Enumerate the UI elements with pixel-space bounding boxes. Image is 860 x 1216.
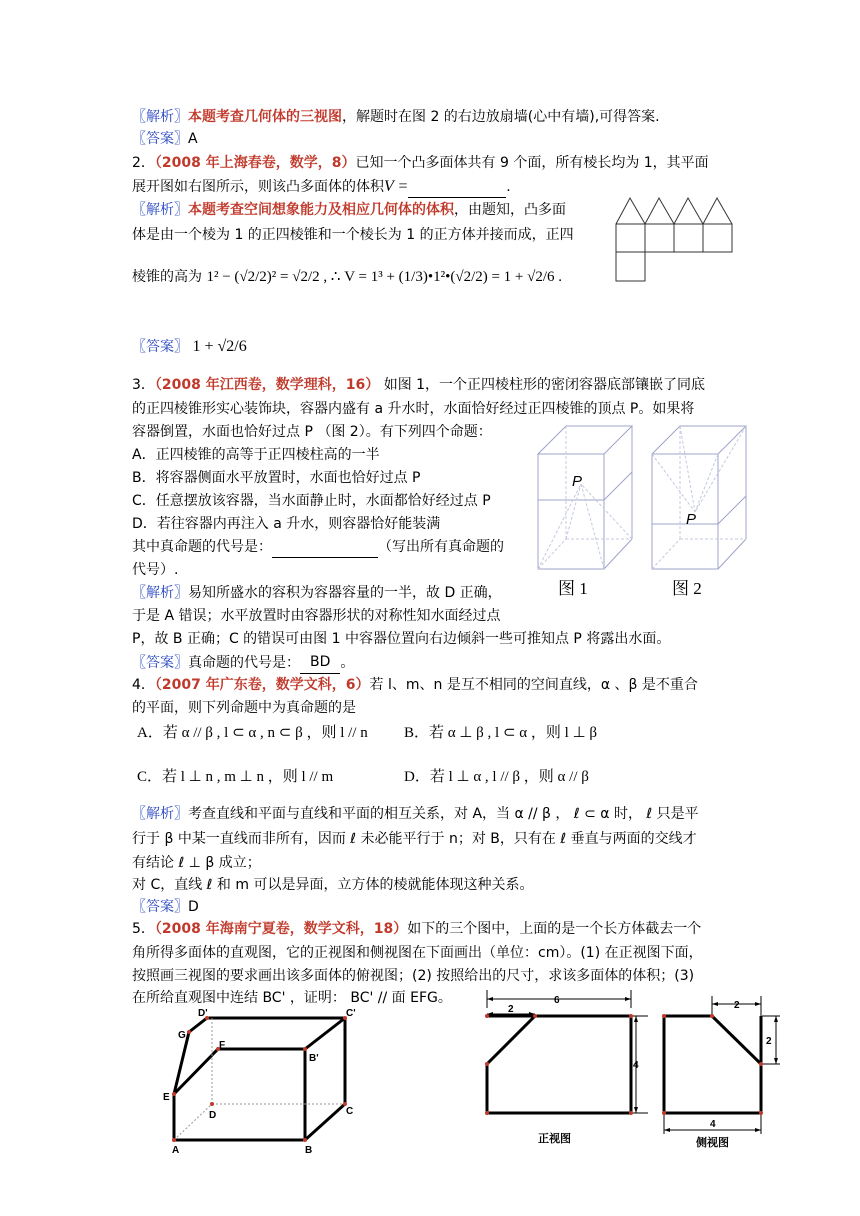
q4-line2: 的平面，则下列命题中为真命题的是 (132, 700, 356, 716)
vertex-label-g: G (178, 1030, 186, 1041)
q3-option-b: B．将容器侧面水平放置时，水面也恰好过点 P (132, 470, 421, 486)
front-height-dim: 4 (633, 1060, 639, 1071)
q2-line6: 棱锥的高为 1² − (√2/2)² = √2/2 , ∴ V = 1³ + (1/3)•1²•(√2/2) = 1 + √2/6 . (132, 269, 563, 285)
answer-blank (272, 541, 378, 558)
q2-analysis-line: 〖解析〗本题考查空间想象能力及相应几何体的体积，由题知，凸多面 (132, 202, 566, 218)
front-cut-dim: 2 (508, 1004, 514, 1015)
q3-option-c: C．任意摆放该容器，当水面静止时，水面都恰好经过点 P (132, 493, 491, 509)
q5-line1: 5．（2008 年海南宁夏卷，数学文科，18）如下的三个图中，上面的是一个长方体截去一个 (132, 921, 702, 937)
front-view-figure (478, 990, 648, 1150)
q3-line3: 容器倒置，水面也恰好过点 P （图 2）。有下列四个命题： (132, 424, 492, 440)
q3-line2: 的正四棱锥形实心装饰块，容器内盛有 a 升水时，水面恰好经过正四棱锥的顶点 P。如果将 (132, 401, 695, 417)
q4-option-b: B．若 α ⊥ β , l ⊂ α ，则 l ⊥ β (404, 725, 598, 741)
vertex-label-d: D (209, 1110, 217, 1121)
side-view-figure (656, 996, 786, 1156)
answer-blank (408, 181, 506, 198)
polyhedron-net-figure (614, 194, 744, 284)
side-cut-width-dim: 2 (734, 1000, 740, 1011)
q3-option-d: D．若往容器内再注入 a 升水，则容器恰好能装满 (132, 516, 441, 532)
q4-answer-line: 〖答案〗D (132, 899, 199, 915)
q3-line8: 其中真命题的代号是： （写出所有真命题的 (132, 536, 504, 558)
q4-line1: 4．（2007 年广东卷，数学文科，6）若 l、m、n 是互不相同的空间直线，α 、β 是不重合 (132, 677, 698, 693)
vertex-label-b: B (305, 1145, 313, 1156)
side-cut-height-dim: 2 (766, 1036, 772, 1047)
point-p-label: P (686, 511, 697, 528)
q3-answer-line: 〖答案〗真命题的代号是： BD 。 (132, 651, 354, 674)
q2-line5: 体是由一个棱为 1 的正四棱锥和一个棱长为 1 的正方体并接而成，正四 (132, 227, 574, 243)
q4-option-c: C．若 l ⊥ n , m ⊥ n ，则 l // m (137, 769, 334, 785)
q4-option-a: A．若 α // β , l ⊂ α , n ⊂ β ，则 l // n (137, 725, 368, 741)
q2-line1: 2．（2008 年上海春卷，数学，8）已知一个凸多面体共有 9 个面，所有棱长均为 1，其平面 (132, 155, 709, 171)
q2-answer-line: 〖答案〗 1 + √2/6 (132, 338, 247, 355)
side-width-dim: 4 (710, 1119, 716, 1130)
front-view-caption: 正视图 (538, 1133, 571, 1145)
analysis-line: 〖解析〗本题考查几何体的三视图，解题时在图 2 的右边放扇墙(心中有墙),可得答案. (132, 109, 660, 125)
side-view-caption: 侧视图 (696, 1137, 729, 1149)
figure-2-caption: 图 2 (672, 579, 702, 598)
vertex-label-b1: B' (309, 1053, 319, 1064)
vertex-label-c1: C' (346, 1008, 356, 1019)
point-p-label: P (572, 473, 583, 490)
q4-analysis-line1: 〖解析〗考查直线和平面与直线和平面的相互关系，对 A，当 α // β ， ℓ ⊂ α 时， ℓ 只是平 (132, 806, 699, 822)
vertex-label-c: C (346, 1106, 354, 1117)
q5-line2: 角所得多面体的直观图，它的正视图和侧视图在下面画出（单位：cm）。(1) 在正视图下面， (132, 945, 703, 961)
vertex-label-a: A (172, 1145, 180, 1156)
container-figure-2 (650, 424, 750, 574)
q2-line2: 展开图如右图所示，则该凸多面体的体积V = . (132, 176, 511, 198)
q4-option-d: D．若 l ⊥ α , l // β ，则 α // β (404, 769, 589, 785)
q4-analysis-line2: 行于 β 中某一直线而非所有，因而 ℓ 未必能平行于 n；对 B，只有在 ℓ 垂直与两面的交线才 (132, 831, 697, 847)
q3-analysis-line2: 于是 A 错误；水平放置时由容器形状的对称性知水面经过点 (132, 608, 501, 624)
q5-line3: 按照画三视图的要求画出该多面体的俯视图；(2) 按照给出的尺寸，求该多面体的体积；(3) (132, 968, 695, 984)
q3-line9: 代号）. (132, 562, 179, 578)
q3-option-a: A．正四棱锥的高等于正四棱柱高的一半 (132, 447, 380, 463)
q4-analysis-line3: 有结论 ℓ ⊥ β 成立； (132, 855, 261, 871)
q3-analysis-line1: 〖解析〗易知所盛水的容积为容器容量的一半，故 D 正确， (132, 585, 502, 601)
polyhedron-perspective-figure (160, 1008, 370, 1158)
q3-line1: 3．（2008 年江西卷，数学理科，16） 如图 1，一个正四棱柱形的密闭容器底部镶嵌了同底 (132, 377, 706, 393)
container-figure-1 (536, 424, 636, 574)
vertex-label-d1: D' (198, 1008, 208, 1019)
q3-analysis-line3: P，故 B 正确；C 的错误可由图 1 中容器位置向右边倾斜一些可推知点 P 将露出水面。 (132, 631, 671, 647)
vertex-label-f: F (219, 1040, 226, 1051)
q4-analysis-line4: 对 C，直线 ℓ 和 m 可以是异面，立方体的棱就能体现这种关系。 (132, 877, 534, 893)
front-width-dim: 6 (554, 995, 560, 1006)
figure-1-caption: 图 1 (558, 579, 588, 598)
answer-line: 〖答案〗A (132, 131, 198, 147)
vertex-label-e: E (163, 1092, 170, 1103)
q5-line4: 在所给直观图中连结 BC' ，证明： BC' // 面 EFG。 (132, 990, 452, 1006)
